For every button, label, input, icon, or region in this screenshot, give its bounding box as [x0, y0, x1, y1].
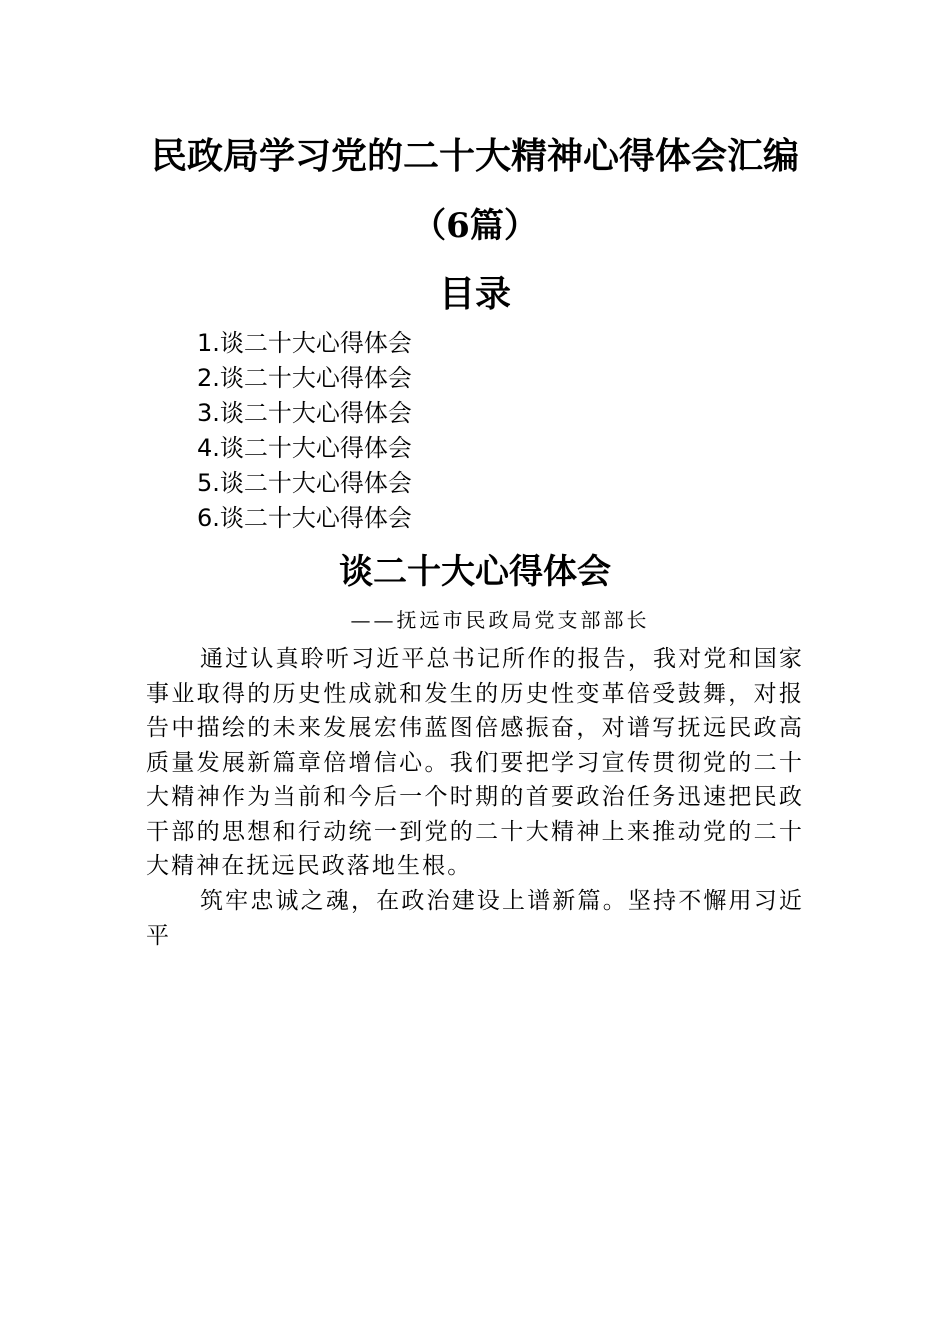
article-paragraph: 筑牢忠诚之魂，在政治建设上谱新篇。坚持不懈用习近平 [146, 888, 804, 949]
toc-item: 1.谈二十大心得体会 [197, 329, 412, 357]
toc-heading: 目录 [438, 273, 511, 315]
toc-item: 2.谈二十大心得体会 [197, 364, 412, 392]
document-subtitle: （6篇） [412, 206, 538, 246]
toc-item: 3.谈二十大心得体会 [197, 399, 412, 427]
document-title: 民政局学习党的二十大精神心得体会汇编 [150, 135, 799, 177]
table-of-contents [197, 326, 412, 536]
article-title: 谈二十大心得体会 [339, 552, 611, 592]
toc-item: 4.谈二十大心得体会 [197, 434, 412, 462]
toc-item: 5.谈二十大心得体会 [197, 469, 412, 497]
article-byline: ——抚远市民政局党支部部长 [350, 608, 650, 632]
toc-item: 6.谈二十大心得体会 [197, 504, 412, 532]
article-paragraph: 通过认真聆听习近平总书记所作的报告，我对党和国家事业取得的历史性成就和发生的历史性变革倍受鼓舞，对报告中描绘的未来发展宏伟蓝图倍感振奋，对谱写抚远民政高质量发展新篇章倍增信心。我们要把学习宣传贯彻党的二十大精神作为当前和今后一个时期的首要政治任务迅速把民政干部的思想和行动统一到党的二十大精神上来推动党的二十大精神在抚远民政落地生根。 [146, 646, 804, 879]
